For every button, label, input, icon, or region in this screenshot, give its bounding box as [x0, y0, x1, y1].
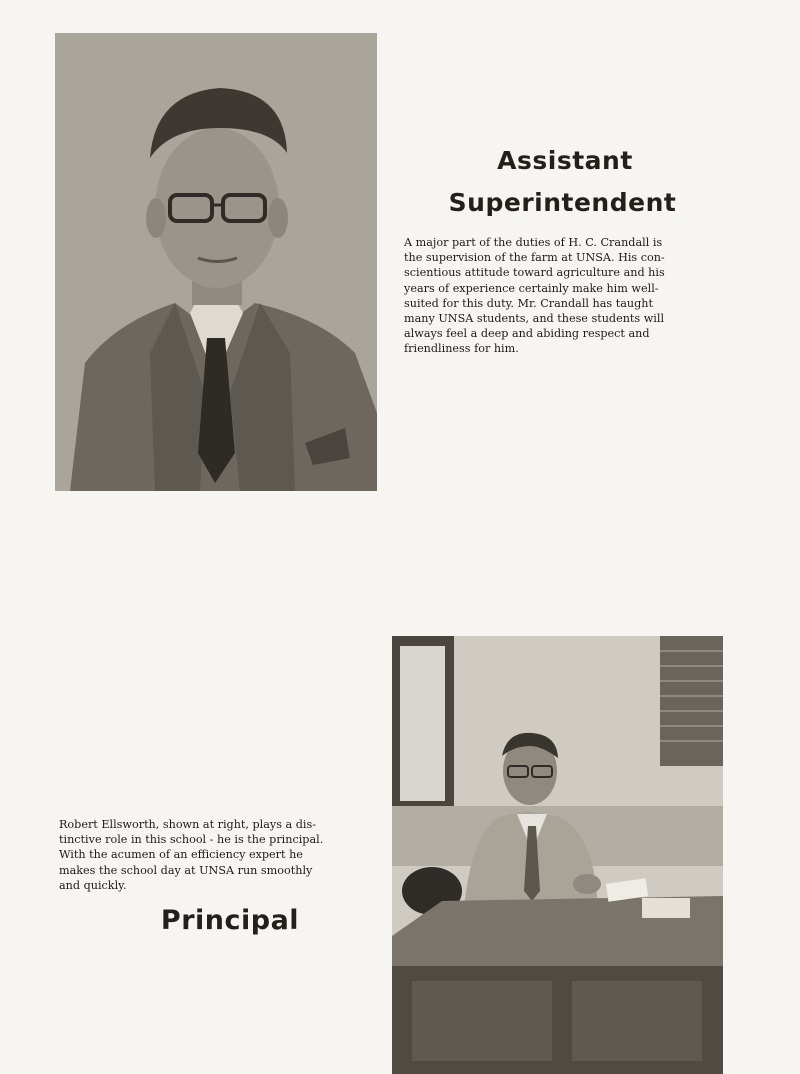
ellsworth-office-photo: [392, 636, 723, 1074]
assistant-superintendent-heading-line1: Assistant: [497, 146, 633, 175]
crandall-portrait-photo: [55, 33, 377, 491]
crandall-description-line: A major part of the duties of H. C. Crandall is: [404, 236, 663, 249]
ellsworth-description-line: makes the school day at UNSA run smoothly: [59, 863, 313, 877]
ellsworth-description-line: Robert Ellsworth, shown at right, plays a dis-: [59, 818, 317, 831]
crandall-description: [404, 235, 734, 357]
ellsworth-description-line: tinctive role in this school - he is the principal.: [59, 833, 324, 847]
crandall-description-line: the supervision of the farm at UNSA. His con-: [404, 251, 665, 265]
assistant-superintendent-heading-line2: Superintendent: [448, 188, 677, 217]
crandall-description-line: suited for this duty. Mr. Crandall has taught: [404, 296, 653, 310]
crandall-description-line: scientious attitude toward agriculture and his: [404, 266, 665, 280]
crandall-description-line: many UNSA students, and these students will: [404, 312, 665, 326]
ellsworth-description: [59, 817, 389, 893]
principal-heading: Principal: [160, 905, 300, 936]
crandall-description-line: years of experience certainly make him well-: [404, 281, 659, 295]
ellsworth-description-line: and quickly.: [59, 878, 127, 892]
crandall-description-line: always feel a deep and abiding respect and: [404, 327, 650, 341]
crandall-description-line: friendliness for him.: [404, 342, 519, 356]
ellsworth-description-line: With the acumen of an efficiency expert he: [59, 848, 303, 862]
